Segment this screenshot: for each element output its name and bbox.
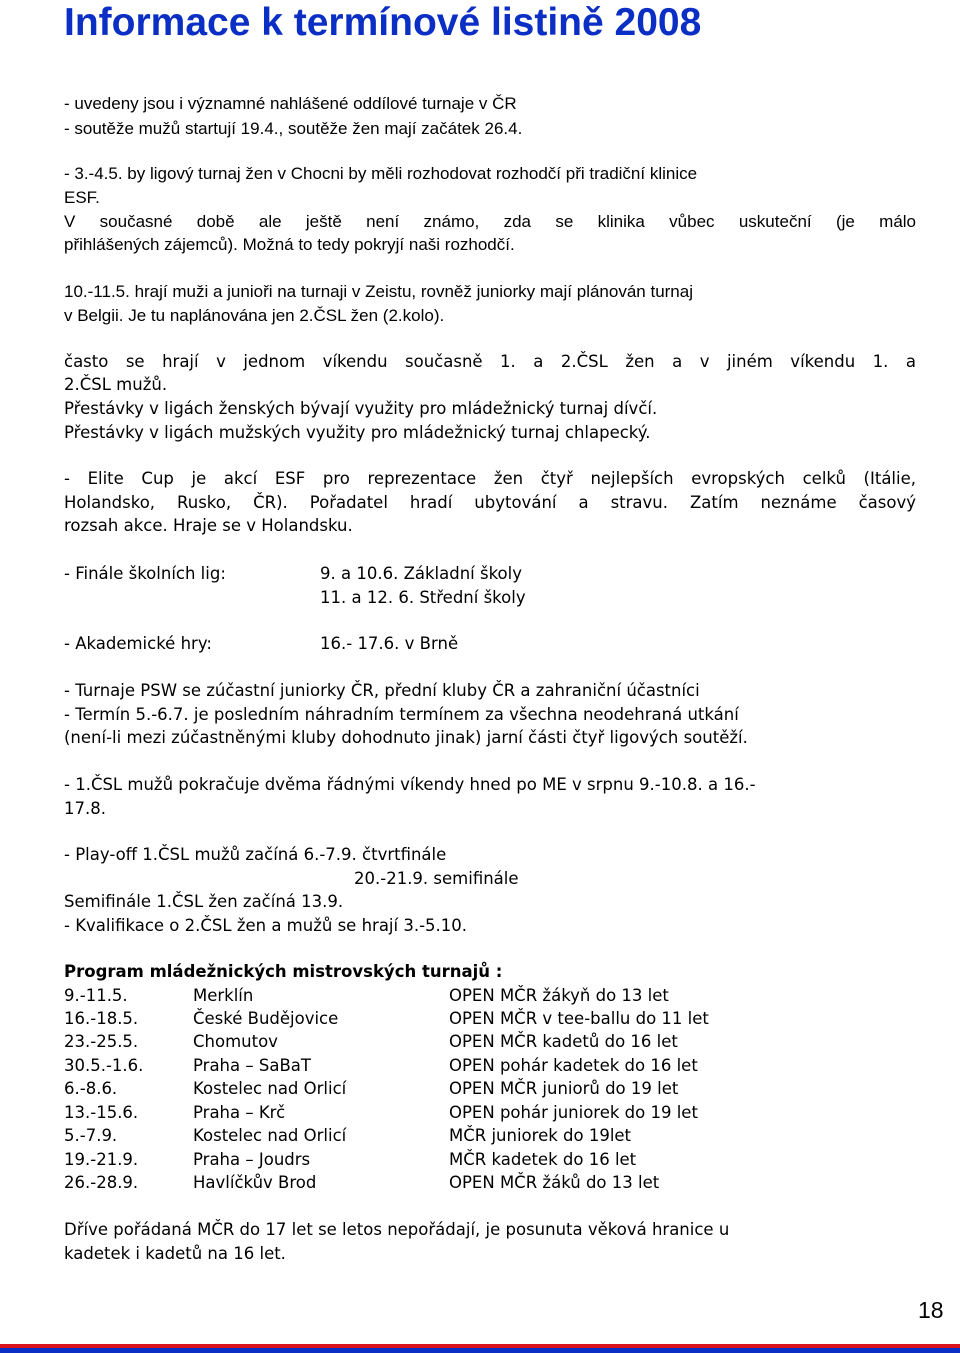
row-place: Kostelec nad Orlicí	[193, 1126, 347, 1145]
paragraph-line: - uvedeny jsou i významné nahlášené oddílové turnaje v ČR	[64, 94, 517, 113]
row-date: 26.-28.9.	[64, 1173, 139, 1192]
row-event: OPEN pohár juniorek do 19 let	[449, 1103, 698, 1122]
page-title: Informace k termínové listině 2008	[64, 1, 702, 44]
row-event: OPEN pohár kadetek do 16 let	[449, 1056, 698, 1075]
row-date: 9.-11.5.	[64, 986, 128, 1005]
row-date: 19.-21.9.	[64, 1150, 139, 1169]
paragraph-line: V současné době ale ještě není známo, zda se klinika vůbec uskuteční (je málo	[64, 212, 916, 231]
row-place: Chomutov	[193, 1032, 278, 1051]
row-date: 30.5.-1.6.	[64, 1056, 144, 1075]
paragraph-line: 17.8.	[64, 799, 106, 818]
row-date: 6.-8.6.	[64, 1079, 118, 1098]
row-place: Praha – Joudrs	[193, 1150, 311, 1169]
row-place: Merklín	[193, 986, 254, 1005]
paragraph-line: rozsah akce. Hraje se v Holandsku.	[64, 516, 353, 535]
row-place: Praha – Krč	[193, 1103, 286, 1122]
footer-stripe-blue	[0, 1348, 960, 1353]
footer-note: Dříve pořádaná MČR do 17 let se letos nepořádají, je posunuta věková hranice u	[64, 1220, 730, 1239]
school-finals-secondary: 11. a 12. 6. Střední školy	[320, 588, 526, 607]
row-place: Kostelec nad Orlicí	[193, 1079, 347, 1098]
paragraph-line: 10.-11.5. hrají muži a junioři na turnaji v Zeistu, rovněž juniorky mají plánován turnaj	[64, 282, 693, 301]
row-place: Praha – SaBaT	[193, 1056, 311, 1075]
paragraph-line: často se hrají v jednom víkendu současně 1. a 2.ČSL žen a v jiném víkendu 1. a	[64, 352, 916, 371]
school-finals-label: - Finále školních lig:	[64, 564, 226, 583]
footer-note: kadetek i kadetů na 16 let.	[64, 1244, 286, 1263]
row-place: České Budějovice	[193, 1009, 339, 1028]
row-event: OPEN MČR kadetů do 16 let	[449, 1032, 678, 1051]
paragraph-line: - soutěže mužů startují 19.4., soutěže žen mají začátek 26.4.	[64, 119, 523, 138]
row-event: OPEN MČR v tee-ballu do 11 let	[449, 1009, 709, 1028]
paragraph-line: 20.-21.9. semifinále	[354, 869, 519, 888]
row-event: OPEN MČR juniorů do 19 let	[449, 1079, 679, 1098]
row-place: Havlíčkův Brod	[193, 1173, 317, 1192]
paragraph-line: Přestávky v ligách mužských využity pro mládežnický turnaj chlapecký.	[64, 423, 651, 442]
paragraph-line: - Kvalifikace o 2.ČSL žen a mužů se hrají 3.-5.10.	[64, 916, 468, 935]
row-event: MČR kadetek do 16 let	[449, 1150, 637, 1169]
row-event: OPEN MČR žákyň do 13 let	[449, 986, 669, 1005]
academic-games-label: - Akademické hry:	[64, 634, 212, 653]
row-date: 5.-7.9.	[64, 1126, 118, 1145]
paragraph-line: 2.ČSL mužů.	[64, 375, 168, 394]
paragraph-line: v Belgii. Je tu naplánována jen 2.ČSL žen (2.kolo).	[64, 306, 445, 325]
paragraph-line: ESF.	[64, 188, 100, 207]
row-date: 13.-15.6.	[64, 1103, 139, 1122]
row-date: 16.-18.5.	[64, 1009, 139, 1028]
paragraph-line: Přestávky v ligách ženských bývají využity pro mládežnický turnaj dívčí.	[64, 399, 658, 418]
paragraph-line: Holandsko, Rusko, ČR). Pořadatel hradí ubytování a stravu. Zatím neznáme časový	[64, 493, 916, 512]
paragraph-line: Semifinále 1.ČSL žen začíná 13.9.	[64, 892, 344, 911]
paragraph-line: - Play-off 1.ČSL mužů začíná 6.-7.9. čtvrtfinále	[64, 845, 447, 864]
youth-program-heading: Program mládežnických mistrovských turnajů :	[64, 962, 503, 981]
school-finals-primary: 9. a 10.6. Základní školy	[320, 564, 523, 583]
row-event: OPEN MČR žáků do 13 let	[449, 1173, 660, 1192]
paragraph-line: (není-li mezi zúčastněnými kluby dohodnuto jinak) jarní části čtyř ligových soutěží.	[64, 728, 748, 747]
academic-games-date: 16.- 17.6. v Brně	[320, 634, 459, 653]
row-date: 23.-25.5.	[64, 1032, 139, 1051]
paragraph-line: přihlášených zájemců). Možná to tedy pokryjí naši rozhodčí.	[64, 235, 515, 254]
paragraph-line: - Termín 5.-6.7. je posledním náhradním termínem za všechna neodehraná utkání	[64, 705, 739, 724]
paragraph-line: - 3.-4.5. by ligový turnaj žen v Chocni by měli rozhodovat rozhodčí při tradiční klinice	[64, 164, 698, 183]
paragraph-line: - Turnaje PSW se zúčastní juniorky ČR, přední kluby ČR a zahraniční účastníci	[64, 681, 700, 700]
paragraph-line: - 1.ČSL mužů pokračuje dvěma řádnými víkendy hned po ME v srpnu 9.-10.8. a 16.-	[64, 775, 756, 794]
paragraph-line: - Elite Cup je akcí ESF pro reprezentace žen čtyř nejlepších evropských celků (Itálie,	[64, 469, 916, 488]
row-event: MČR juniorek do 19let	[449, 1126, 632, 1145]
page-number: 18	[918, 1297, 944, 1323]
